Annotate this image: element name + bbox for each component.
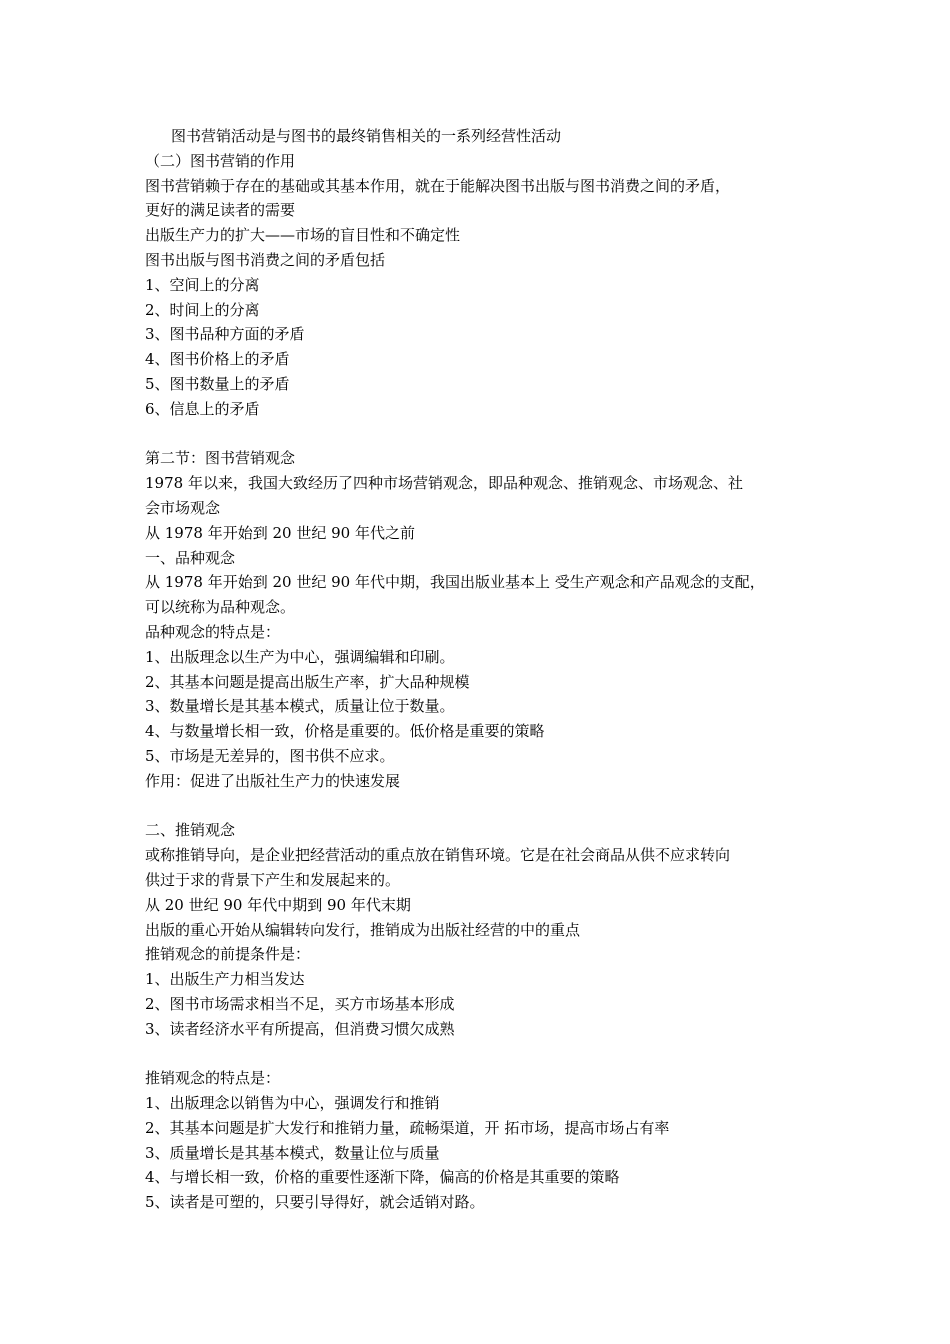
list-item: 2、其基本问题是提高出版生产率，扩大品种规模 (145, 672, 470, 691)
blank-line (145, 794, 825, 819)
text-line: 推销观念的前提条件是： (145, 945, 311, 964)
text-line: 图书出版与图书消费之间的矛盾包括 (145, 250, 386, 269)
list-item: 1、出版理念以生产为中心，强调编辑和印刷。 (145, 647, 455, 666)
subsection-heading: （二）图书营销的作用 (145, 151, 296, 170)
list-item: 3、数量增长是其基本模式，质量让位于数量。 (145, 697, 455, 716)
list-item: 2、时间上的分离 (145, 300, 260, 319)
text-line: 作用：促进了出版社生产力的快速发展 (145, 771, 401, 790)
text-line: 出版的重心开始从编辑转向发行，推销成为出版社经营的中的重点 (145, 920, 581, 939)
list-item: 3、质量增长是其基本模式，数量让位与质量 (145, 1143, 440, 1162)
list-item: 2、其基本问题是扩大发行和推销力量，疏畅渠道，开 拓市场，提高市场占有率 (145, 1118, 670, 1137)
text-line: 出版生产力的扩大——市场的盲目性和不确定性 (145, 226, 461, 245)
text-line: 更好的满足读者的需要 (145, 201, 296, 220)
list-item: 3、读者经济水平有所提高，但消费习惯欠成熟 (145, 1019, 455, 1038)
blank-line (145, 1041, 825, 1066)
list-item: 1、出版生产力相当发达 (145, 970, 305, 989)
text-line: 从 1978 年开始到 20 世纪 90 年代之前 (145, 523, 415, 542)
list-item: 3、图书品种方面的矛盾 (145, 325, 305, 344)
text-line: 会市场观念 (145, 498, 221, 517)
list-item: 5、市场是无差异的，图书供不应求。 (145, 746, 395, 765)
list-item: 4、与数量增长相一致，价格是重要的。低价格是重要的策略 (145, 722, 545, 741)
list-item: 4、与增长相一致，价格的重要性逐渐下降，偏高的价格是其重要的策略 (145, 1168, 620, 1187)
text-line: 从 20 世纪 90 年代中期到 90 年代末期 (145, 895, 411, 914)
list-item: 5、图书数量上的矛盾 (145, 374, 290, 393)
list-item: 4、图书价格上的矛盾 (145, 350, 290, 369)
list-item: 5、读者是可塑的，只要引导得好，就会适销对路。 (145, 1193, 485, 1212)
text-line: 品种观念的特点是： (145, 622, 281, 641)
text-line: 供过于求的背景下产生和发展起来的。 (145, 870, 401, 889)
section-heading: 第二节：图书营销观念 (145, 449, 296, 468)
list-item: 1、空间上的分离 (145, 275, 260, 294)
subsection-heading: 二、推销观念 (145, 821, 236, 840)
text-line: 图书营销赖于存在的基础或其基本作用，就在于能解决图书出版与图书消费之间的矛盾， (145, 176, 731, 195)
list-item: 2、图书市场需求相当不足，买方市场基本形成 (145, 994, 455, 1013)
text-line: 可以统称为品种观念。 (145, 598, 296, 617)
text-line: 或称推销导向，是企业把经营活动的重点放在销售环境。它是在社会商品从供不应求转向 (145, 846, 731, 865)
list-item: 1、出版理念以销售为中心，强调发行和推销 (145, 1094, 440, 1113)
blank-line (145, 422, 825, 447)
list-item: 6、信息上的矛盾 (145, 399, 260, 418)
text-line: 从 1978 年开始到 20 世纪 90 年代中期，我国出版业基本上 受生产观念和产品观念的支配， (145, 573, 765, 592)
text-line: 推销观念的特点是： (145, 1069, 281, 1088)
text-line: 图书营销活动是与图书的最终销售相关的一系列经营性活动 (171, 127, 562, 145)
text-line: 1978 年以来，我国大致经历了四种市场营销观念，即品种观念、推销观念、市场观念、社 (145, 474, 743, 493)
document-body (145, 124, 825, 1215)
subsection-heading: 一、品种观念 (145, 548, 236, 567)
